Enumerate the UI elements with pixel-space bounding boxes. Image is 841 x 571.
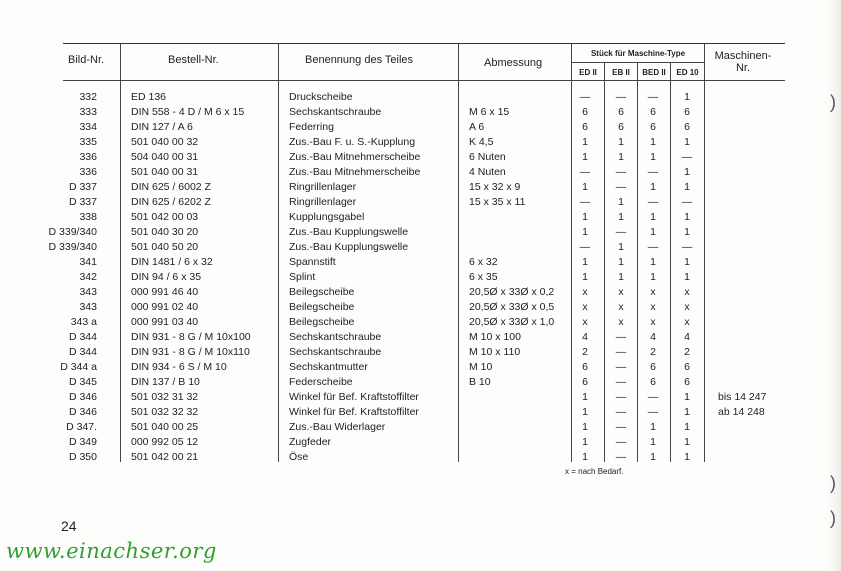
- benennung-cell: Sechskantschraube: [289, 331, 382, 343]
- bestell-nr-cell: 504 040 00 31: [131, 151, 199, 163]
- bild-nr-cell: D 344 a: [60, 361, 97, 373]
- benennung-cell: Federscheibe: [289, 376, 353, 388]
- qty-ed2-cell: 1: [582, 271, 588, 283]
- benennung-cell: Zus.-Bau Kupplungswelle: [289, 226, 409, 238]
- qty-bed2-cell: —: [647, 241, 659, 253]
- bestell-nr-cell: DIN 94 / 6 x 35: [131, 271, 202, 283]
- qty-ed10-cell: 1: [684, 271, 690, 283]
- header-type-ed2: ED II: [579, 68, 597, 77]
- abmessung-cell: 4 Nuten: [469, 166, 506, 178]
- footnote: x = nach Bedarf.: [565, 467, 624, 476]
- benennung-cell: Öse: [289, 451, 309, 463]
- bild-nr-cell: 342: [79, 271, 97, 283]
- bestell-nr-cell: 000 991 02 40: [131, 301, 199, 313]
- table-row: [0, 405, 841, 420]
- qty-bed2-cell: 6: [650, 106, 656, 118]
- qty-bed2-cell: —: [647, 391, 659, 403]
- qty-bed2-cell: 1: [650, 451, 656, 463]
- qty-ed2-cell: x: [582, 316, 588, 328]
- qty-bed2-cell: 1: [650, 211, 656, 223]
- qty-eb2-cell: —: [615, 436, 627, 448]
- benennung-cell: Ringrillenlager: [289, 196, 357, 208]
- bild-nr-cell: 341: [79, 256, 97, 268]
- table-row: [0, 90, 841, 105]
- qty-eb2-cell: 1: [618, 211, 624, 223]
- bestell-nr-cell: ED 136: [131, 91, 167, 103]
- table-top-line: [63, 43, 785, 44]
- table-row: [0, 285, 841, 300]
- qty-ed2-cell: 2: [582, 346, 588, 358]
- header-benennung: Benennung des Teiles: [305, 54, 414, 66]
- qty-ed10-cell: 1: [684, 451, 690, 463]
- header-bild-nr: Bild-Nr.: [68, 54, 105, 66]
- bild-nr-cell: 333: [79, 106, 97, 118]
- qty-ed2-cell: 1: [582, 406, 588, 418]
- qty-eb2-cell: —: [615, 406, 627, 418]
- qty-bed2-cell: 4: [650, 331, 656, 343]
- qty-ed10-cell: —: [681, 196, 693, 208]
- bild-nr-cell: 334: [79, 121, 97, 133]
- bestell-nr-cell: DIN 934 - 6 S / M 10: [131, 361, 227, 373]
- qty-bed2-cell: —: [647, 166, 659, 178]
- table-row: [0, 105, 841, 120]
- qty-ed2-cell: —: [579, 196, 591, 208]
- qty-ed10-cell: —: [681, 151, 693, 163]
- bild-nr-cell: 335: [79, 136, 97, 148]
- qty-eb2-cell: —: [615, 166, 627, 178]
- qty-ed10-cell: 6: [684, 361, 690, 373]
- table-row: [0, 450, 841, 465]
- qty-eb2-cell: —: [615, 451, 627, 463]
- page-number: 24: [61, 518, 77, 534]
- benennung-cell: Beilegscheibe: [289, 316, 355, 328]
- qty-ed10-cell: 1: [684, 226, 690, 238]
- bestell-nr-cell: 501 040 50 20: [131, 241, 199, 253]
- qty-eb2-cell: —: [615, 331, 627, 343]
- qty-bed2-cell: x: [650, 286, 656, 298]
- qty-eb2-cell: —: [615, 421, 627, 433]
- abmessung-cell: 15 x 35 x 11: [469, 196, 526, 208]
- abmessung-cell: 6 x 35: [469, 271, 498, 283]
- table-row: [0, 195, 841, 210]
- qty-bed2-cell: 2: [650, 346, 656, 358]
- benennung-cell: Zus.-Bau Mitnehmerscheibe: [289, 166, 421, 178]
- qty-bed2-cell: —: [647, 406, 659, 418]
- qty-ed10-cell: 6: [684, 106, 690, 118]
- bestell-nr-cell: 000 991 03 40: [131, 316, 199, 328]
- bild-nr-cell: 332: [79, 91, 97, 103]
- qty-bed2-cell: 1: [650, 256, 656, 268]
- bestell-nr-cell: 000 991 46 40: [131, 286, 199, 298]
- qty-ed10-cell: x: [684, 286, 690, 298]
- bild-nr-cell: D 344: [68, 346, 97, 358]
- qty-bed2-cell: 1: [650, 271, 656, 283]
- benennung-cell: Winkel für Bef. Kraftstoffilter: [289, 391, 419, 403]
- qty-ed2-cell: —: [579, 241, 591, 253]
- bild-nr-cell: D 349: [68, 436, 97, 448]
- qty-eb2-cell: —: [615, 346, 627, 358]
- bild-nr-cell: 343: [79, 301, 97, 313]
- table-row: [0, 300, 841, 315]
- benennung-cell: Zus.-Bau Kupplungswelle: [289, 241, 409, 253]
- qty-eb2-cell: —: [615, 226, 627, 238]
- qty-eb2-cell: —: [615, 391, 627, 403]
- bestell-nr-cell: DIN 931 - 8 G / M 10x100: [131, 331, 251, 343]
- bestell-nr-cell: 501 032 31 32: [131, 391, 199, 403]
- qty-eb2-cell: 1: [618, 271, 624, 283]
- qty-ed10-cell: 6: [684, 121, 690, 133]
- qty-eb2-cell: 1: [618, 256, 624, 268]
- header-stueck: Stück für Maschine-Type: [590, 49, 686, 58]
- abmessung-cell: 15 x 32 x 9: [469, 181, 521, 193]
- qty-bed2-cell: 1: [650, 421, 656, 433]
- edge-mark: ): [830, 92, 836, 112]
- qty-ed2-cell: 6: [582, 121, 588, 133]
- qty-ed2-cell: 1: [582, 136, 588, 148]
- header-maschinen-nr: Maschinen-Nr.: [714, 50, 772, 74]
- abmessung-cell: 20,5Ø x 33Ø x 1,0: [469, 316, 555, 328]
- abmessung-cell: 20,5Ø x 33Ø x 0,5: [469, 301, 555, 313]
- header-type-bed2: BED II: [642, 68, 666, 77]
- table-row: [0, 315, 841, 330]
- qty-bed2-cell: 1: [650, 436, 656, 448]
- bild-nr-cell: 343 a: [70, 316, 97, 328]
- bild-nr-cell: D 347.: [66, 421, 97, 433]
- qty-eb2-cell: —: [615, 376, 627, 388]
- qty-ed2-cell: —: [579, 166, 591, 178]
- bild-nr-cell: 336: [79, 166, 97, 178]
- header-bestell-nr: Bestell-Nr.: [168, 54, 219, 66]
- abmessung-cell: 20,5Ø x 33Ø x 0,2: [469, 286, 555, 298]
- bestell-nr-cell: DIN 137 / B 10: [131, 376, 200, 388]
- benennung-cell: Sechskantschraube: [289, 346, 382, 358]
- bild-nr-cell: D 344: [68, 331, 97, 343]
- benennung-cell: Sechskantschraube: [289, 106, 382, 118]
- bild-nr-cell: D 346: [68, 406, 97, 418]
- header-abmessung: Abmessung: [484, 57, 543, 69]
- qty-eb2-cell: 1: [618, 241, 624, 253]
- bestell-nr-cell: 501 042 00 03: [131, 211, 199, 223]
- qty-ed10-cell: 1: [684, 256, 690, 268]
- abmessung-cell: 6 x 32: [469, 256, 498, 268]
- table-row: [0, 210, 841, 225]
- qty-ed2-cell: 1: [582, 436, 588, 448]
- table-row: [0, 240, 841, 255]
- benennung-cell: Winkel für Bef. Kraftstoffilter: [289, 406, 419, 418]
- bestell-nr-cell: 501 042 00 21: [131, 451, 199, 463]
- watermark-text: www.einachser.org: [6, 539, 217, 563]
- qty-ed10-cell: 1: [684, 421, 690, 433]
- qty-ed10-cell: x: [684, 301, 690, 313]
- header-type-ed10: ED 10: [676, 68, 699, 77]
- bestell-nr-cell: 501 040 00 32: [131, 136, 199, 148]
- bestell-nr-cell: DIN 558 - 4 D / M 6 x 15: [131, 106, 245, 118]
- qty-ed2-cell: 1: [582, 211, 588, 223]
- abmessung-cell: K 4,5: [469, 136, 494, 148]
- bestell-nr-cell: DIN 625 / 6202 Z: [131, 196, 211, 208]
- bestell-nr-cell: DIN 1481 / 6 x 32: [131, 256, 213, 268]
- qty-ed10-cell: 1: [684, 436, 690, 448]
- qty-ed10-cell: 1: [684, 211, 690, 223]
- bestell-nr-cell: 501 040 00 31: [131, 166, 199, 178]
- header-type-eb2: EB II: [612, 68, 630, 77]
- table-row: [0, 375, 841, 390]
- table-row: [0, 180, 841, 195]
- benennung-cell: Zus.-Bau Widerlager: [289, 421, 386, 433]
- table-row: [0, 225, 841, 240]
- benennung-cell: Beilegscheibe: [289, 301, 355, 313]
- qty-bed2-cell: 6: [650, 376, 656, 388]
- table-row: [0, 165, 841, 180]
- bild-nr-cell: D 346: [68, 391, 97, 403]
- qty-ed2-cell: 1: [582, 181, 588, 193]
- qty-eb2-cell: x: [618, 301, 624, 313]
- qty-ed2-cell: 1: [582, 151, 588, 163]
- qty-ed2-cell: x: [582, 286, 588, 298]
- bestell-nr-cell: DIN 127 / A 6: [131, 121, 193, 133]
- qty-ed10-cell: —: [681, 241, 693, 253]
- qty-bed2-cell: 1: [650, 151, 656, 163]
- qty-ed10-cell: 1: [684, 91, 690, 103]
- table-row: [0, 420, 841, 435]
- abmessung-cell: M 10: [469, 361, 493, 373]
- qty-ed2-cell: 4: [582, 331, 588, 343]
- abmessung-cell: M 6 x 15: [469, 106, 510, 118]
- table-row: [0, 150, 841, 165]
- table-row: [0, 345, 841, 360]
- qty-ed10-cell: x: [684, 316, 690, 328]
- qty-ed2-cell: 1: [582, 226, 588, 238]
- qty-bed2-cell: 1: [650, 181, 656, 193]
- benennung-cell: Federring: [289, 121, 334, 133]
- qty-ed2-cell: 1: [582, 256, 588, 268]
- bild-nr-cell: D 337: [68, 196, 97, 208]
- bestell-nr-cell: DIN 625 / 6002 Z: [131, 181, 211, 193]
- benennung-cell: Druckscheibe: [289, 91, 353, 103]
- qty-ed10-cell: 1: [684, 181, 690, 193]
- maschinen-nr-cell: bis 14 247: [718, 391, 767, 403]
- qty-eb2-cell: —: [615, 181, 627, 193]
- qty-eb2-cell: —: [615, 91, 627, 103]
- benennung-cell: Zus.-Bau Mitnehmerscheibe: [289, 151, 421, 163]
- bestell-nr-cell: 501 040 00 25: [131, 421, 199, 433]
- qty-eb2-cell: 6: [618, 106, 624, 118]
- maschinen-nr-cell: ab 14 248: [718, 406, 765, 418]
- table-row: [0, 255, 841, 270]
- benennung-cell: Splint: [289, 271, 316, 283]
- bestell-nr-cell: 501 032 32 32: [131, 406, 199, 418]
- bild-nr-cell: D 339/340: [48, 226, 97, 238]
- bild-nr-cell: 338: [79, 211, 97, 223]
- abmessung-cell: B 10: [469, 376, 491, 388]
- benennung-cell: Ringrillenlager: [289, 181, 357, 193]
- qty-bed2-cell: x: [650, 316, 656, 328]
- benennung-cell: Zus.-Bau F. u. S.-Kupplung: [289, 136, 416, 148]
- qty-ed2-cell: 6: [582, 361, 588, 373]
- type-sub-line: [571, 62, 705, 63]
- abmessung-cell: M 10 x 100: [469, 331, 521, 343]
- bild-nr-cell: D 339/340: [48, 241, 97, 253]
- qty-eb2-cell: x: [618, 316, 624, 328]
- table-row: [0, 270, 841, 285]
- header-bottom-line: [63, 80, 785, 81]
- qty-ed2-cell: x: [582, 301, 588, 313]
- bestell-nr-cell: 501 040 30 20: [131, 226, 199, 238]
- qty-eb2-cell: 1: [618, 136, 624, 148]
- bild-nr-cell: 336: [79, 151, 97, 163]
- qty-ed10-cell: 1: [684, 166, 690, 178]
- qty-ed2-cell: —: [579, 91, 591, 103]
- qty-bed2-cell: —: [647, 91, 659, 103]
- benennung-cell: Zugfeder: [289, 436, 332, 448]
- abmessung-cell: M 10 x 110: [469, 346, 521, 358]
- benennung-cell: Kupplungsgabel: [289, 211, 365, 223]
- table-row: [0, 135, 841, 150]
- qty-ed10-cell: 1: [684, 391, 690, 403]
- qty-bed2-cell: 1: [650, 226, 656, 238]
- qty-ed2-cell: 1: [582, 391, 588, 403]
- bild-nr-cell: D 337: [68, 181, 97, 193]
- qty-ed10-cell: 1: [684, 406, 690, 418]
- qty-eb2-cell: —: [615, 361, 627, 373]
- qty-ed10-cell: 4: [684, 331, 690, 343]
- abmessung-cell: 6 Nuten: [469, 151, 506, 163]
- qty-ed10-cell: 1: [684, 136, 690, 148]
- bild-nr-cell: 343: [79, 286, 97, 298]
- table-row: [0, 435, 841, 450]
- abmessung-cell: A 6: [469, 121, 485, 133]
- qty-eb2-cell: x: [618, 286, 624, 298]
- qty-ed2-cell: 1: [582, 421, 588, 433]
- qty-bed2-cell: 1: [650, 136, 656, 148]
- qty-ed2-cell: 6: [582, 106, 588, 118]
- qty-ed10-cell: 6: [684, 376, 690, 388]
- table-row: [0, 330, 841, 345]
- qty-bed2-cell: x: [650, 301, 656, 313]
- bild-nr-cell: D 345: [68, 376, 97, 388]
- qty-eb2-cell: 1: [618, 151, 624, 163]
- qty-bed2-cell: 6: [650, 121, 656, 133]
- bestell-nr-cell: DIN 931 - 8 G / M 10x110: [131, 346, 250, 358]
- qty-ed10-cell: 2: [684, 346, 690, 358]
- qty-bed2-cell: 6: [650, 361, 656, 373]
- qty-eb2-cell: 1: [618, 196, 624, 208]
- table-row: [0, 360, 841, 375]
- qty-ed2-cell: 6: [582, 376, 588, 388]
- benennung-cell: Spannstift: [289, 256, 336, 268]
- qty-ed2-cell: 1: [582, 451, 588, 463]
- qty-bed2-cell: —: [647, 196, 659, 208]
- bild-nr-cell: D 350: [68, 451, 97, 463]
- edge-mark: ): [830, 508, 836, 528]
- table-row: [0, 390, 841, 405]
- table-row: [0, 120, 841, 135]
- bestell-nr-cell: 000 992 05 12: [131, 436, 199, 448]
- qty-eb2-cell: 6: [618, 121, 624, 133]
- benennung-cell: Beilegscheibe: [289, 286, 355, 298]
- benennung-cell: Sechskantmutter: [289, 361, 368, 373]
- edge-mark: ): [830, 473, 836, 493]
